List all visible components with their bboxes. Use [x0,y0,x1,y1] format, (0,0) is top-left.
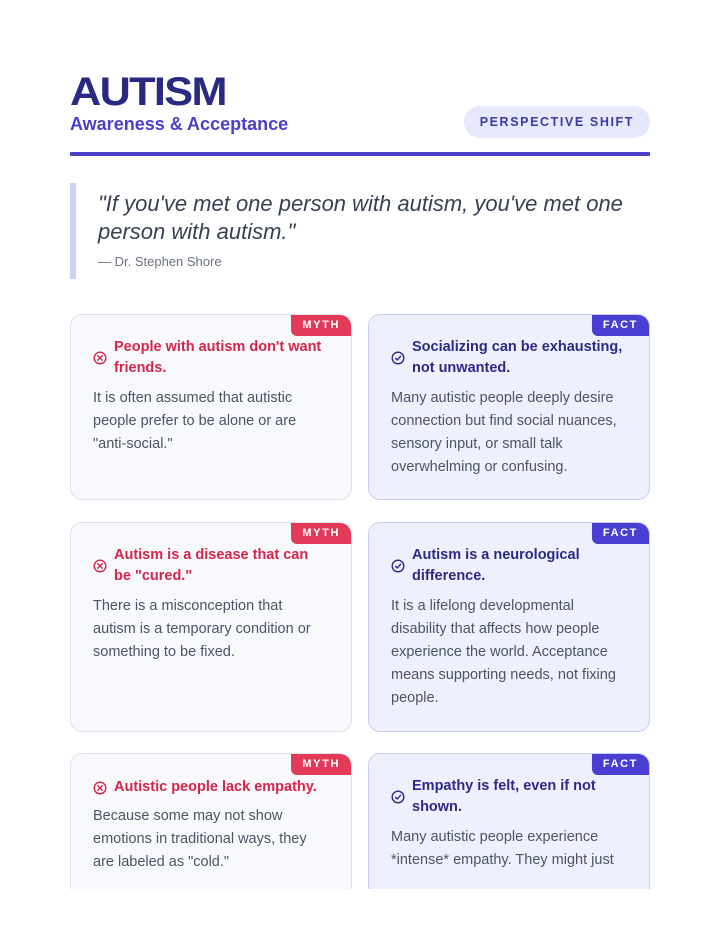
fact-title: Socializing can be exhausting, not unwanted. [412,339,623,376]
myth-card [70,522,352,732]
myth-tag: MYTH [291,315,351,336]
check-circle-icon [391,790,405,804]
fact-tag: FACT [592,315,649,336]
fact-card [368,522,650,732]
fact-body: Many autistic people deeply desire connection but find social nuances, sensory input, or small talk overwhelming or confusing. [391,390,617,475]
check-circle-icon [391,559,405,573]
quote-author: — Dr. Stephen Shore [98,254,222,269]
header [70,70,650,156]
myth-title: Autism is a disease that can be "cured." [114,547,309,584]
check-circle-icon [391,351,405,365]
fact-body: It is a lifelong developmental disability that affects how people experience the world. Acceptance means supporting needs, not fixing people. [391,598,616,706]
fact-title: Autism is a neurological difference. [412,547,580,584]
fact-title: Empathy is felt, even if not shown. [412,778,596,815]
fact-card [368,314,650,500]
fact-body: Many autistic people experience *intense* empathy. They might just [391,829,614,868]
myth-body: There is a misconception that autism is a temporary condition or something to be fixed. [93,598,311,660]
myth-body: Because some may not show emotions in traditional ways, they are labeled as "cold." [93,808,307,870]
fact-tag: FACT [592,754,649,775]
myth-tag: MYTH [291,754,351,775]
x-circle-icon [93,559,107,573]
quote-block [70,183,650,279]
quote-text: "If you've met one person with autism, you've met one person with autism." [98,191,623,244]
myth-title: Autistic people lack empathy. [114,779,317,795]
myth-title: People with autism don't want friends. [114,339,322,376]
page-bottom-edge [0,889,720,932]
header-divider [70,152,650,156]
page-subtitle: Awareness & Acceptance [70,114,289,134]
myth-tag: MYTH [291,523,351,544]
page-title: AUTISM [70,70,226,114]
fact-tag: FACT [592,523,649,544]
myth-body: It is often assumed that autistic people prefer to be alone or are "anti-social." [93,390,297,452]
x-circle-icon [93,351,107,365]
x-circle-icon [93,781,107,795]
myth-card [70,314,352,500]
perspective-badge: PERSPECTIVE SHIFT [464,106,650,138]
